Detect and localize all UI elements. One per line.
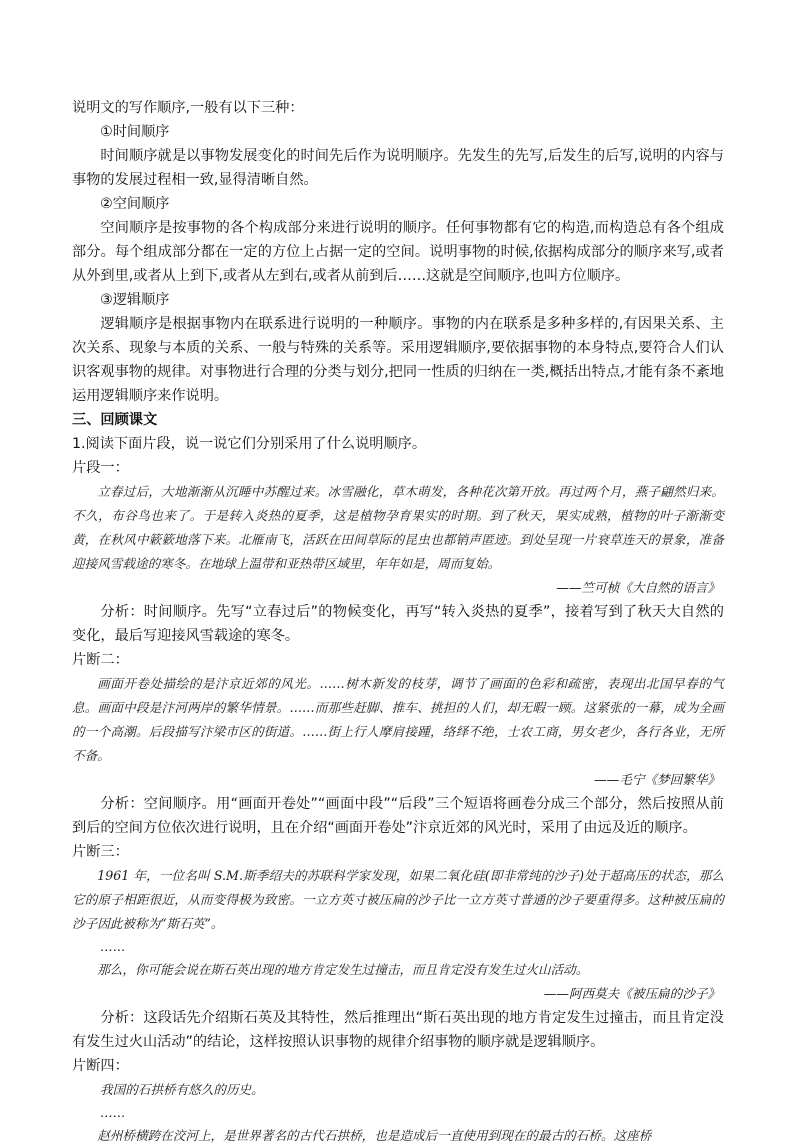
- excerpt-3-quote-continued: 那么，你可能会说在斯石英出现的地方肯定发生过撞击，而且肯定没有发生过火山活动。: [97, 962, 589, 977]
- excerpt-4-quote-continued: 赵州桥横跨在洨河上，是世界著名的古代石拱桥，也是造成后一直使用到现在的最古的石桥。这座桥: [97, 1128, 652, 1143]
- space-order-title: ②空间顺序: [100, 196, 170, 212]
- intro-line: 说明文的写作顺序,一般有以下三种：: [72, 100, 304, 116]
- excerpt-2-analysis: 分析：空间顺序。用“画面开卷处”“画面中段”“后段”三个短语将画卷分成三个部分，然后按照从前到后的空间方位依次进行说明，且在介绍“画面开卷处”汴京近郊的风光时，采用了由远及近的顺序。: [72, 796, 724, 836]
- excerpt-1-analysis: 分析：时间顺序。先写“立春过后”的物候变化，再写“转入炎热的夏季”，接着写到了秋天大自然的变化，最后写迎接风雪载途的寒冬。: [72, 604, 724, 644]
- excerpt-1-quote: 立春过后，大地渐渐从沉睡中苏醒过来。冰雪融化，草木萌发，各种花次第开放。再过两个月，燕子翩然归来。不久，布谷鸟也来了。于是转入炎热的夏季，这是植物孕育果实的时期。到了秋天，果实成熟，植物的叶子渐渐变黄，在秋风中簌簌地落下来。北雁南飞，活跃在田间草际的昆虫也都销声匿迹。到处呈现一片衰草连天的景象，准备迎接风雪载途的寒冬。在地球上温带和亚热带区域里，年年如是，周而复始。: [72, 484, 724, 571]
- excerpt-4-quote: 我国的石拱桥有悠久的历史。: [100, 1082, 264, 1097]
- question-line: 1.阅读下面片段，说一说它们分别采用了什么说明顺序。: [72, 436, 427, 452]
- excerpt-2-source: ——毛宁《梦回繁华》: [594, 772, 720, 787]
- logic-order-paragraph: 逻辑顺序是根据事物内在联系进行说明的一种顺序。事物的内在联系是多种多样的,有因果关系、主次关系、现象与本质的关系、一般与特殊的关系等。采用逻辑顺序,要依据事物的本身特点,要符合人们认识客观事物的规律。对事物进行合理的分类与划分,把同一性质的归纳在一类,概括出特点,才能有条不紊地运用逻辑顺序来作说明。: [72, 316, 724, 404]
- excerpt-3-analysis: 分析：这段话先介绍斯石英及其特性，然后推理出“斯石英出现的地方肯定发生过撞击，而且肯定没有发生过火山活动”的结论，这样按照认识事物的规律介绍事物的顺序就是逻辑顺序。: [72, 1010, 724, 1050]
- excerpt-3-quote: 1961 年，一位名叫 S.M.斯季绍夫的苏联科学家发现，如果二氧化硅(即非常纯的沙子)处于超高压的状态，那么它的原子相距很近，从而变得极为致密。一立方英寸被压扁的沙子比一立方英寸普通的沙子要重得多。这种被压扁的沙子因此被称为“斯石英”。: [72, 868, 724, 931]
- excerpt-3-ellipsis: ……: [100, 939, 126, 954]
- time-order-title: ①时间顺序: [100, 124, 170, 140]
- excerpt-3-source: ——阿西莫夫《被压扁的沙子》: [543, 986, 720, 1001]
- document-page: [72, 96, 724, 1148]
- time-order-paragraph: 时间顺序就是以事物发展变化的时间先后作为说明顺序。先发生的先写,后发生的后写,说明的内容与事物的发展过程相一致,显得清晰自然。: [72, 148, 724, 188]
- excerpt-1-source: ——竺可桢《大自然的语言》: [556, 580, 720, 595]
- excerpt-3-label: 片断三：: [72, 844, 129, 860]
- excerpt-1-label: 片段一：: [72, 460, 129, 476]
- logic-order-title: ③逻辑顺序: [100, 292, 170, 308]
- excerpt-2-label: 片断二：: [72, 652, 129, 668]
- excerpt-2-quote: 画面开卷处描绘的是汴京近郊的风光。……树木新发的枝芽，调节了画面的色彩和疏密，表现出北国早春的气息。画面中段是汴河两岸的繁华情景。……而那些赶脚、推车、挑担的人们，却无暇一顾。这紧张的一幕，成为全画的一个高潮。后段描写汴梁市区的街道。……街上行人摩肩接踵，络绎不绝，士农工商，男女老少，各行各业，无所不备。: [72, 676, 724, 763]
- excerpt-4-label: 片断四：: [72, 1058, 129, 1074]
- section-heading: 三、回顾课文: [72, 412, 158, 428]
- excerpt-4-ellipsis: ……: [100, 1105, 126, 1120]
- space-order-paragraph: 空间顺序是按事物的各个构成部分来进行说明的顺序。任何事物都有它的构造,而构造总有各个组成部分。每个组成部分都在一定的方位上占据一定的空间。说明事物的时候,依据构成部分的顺序来写,或者从外到里,或者从上到下,或者从左到右,或者从前到后……这就是空间顺序,也叫方位顺序。: [72, 220, 724, 284]
